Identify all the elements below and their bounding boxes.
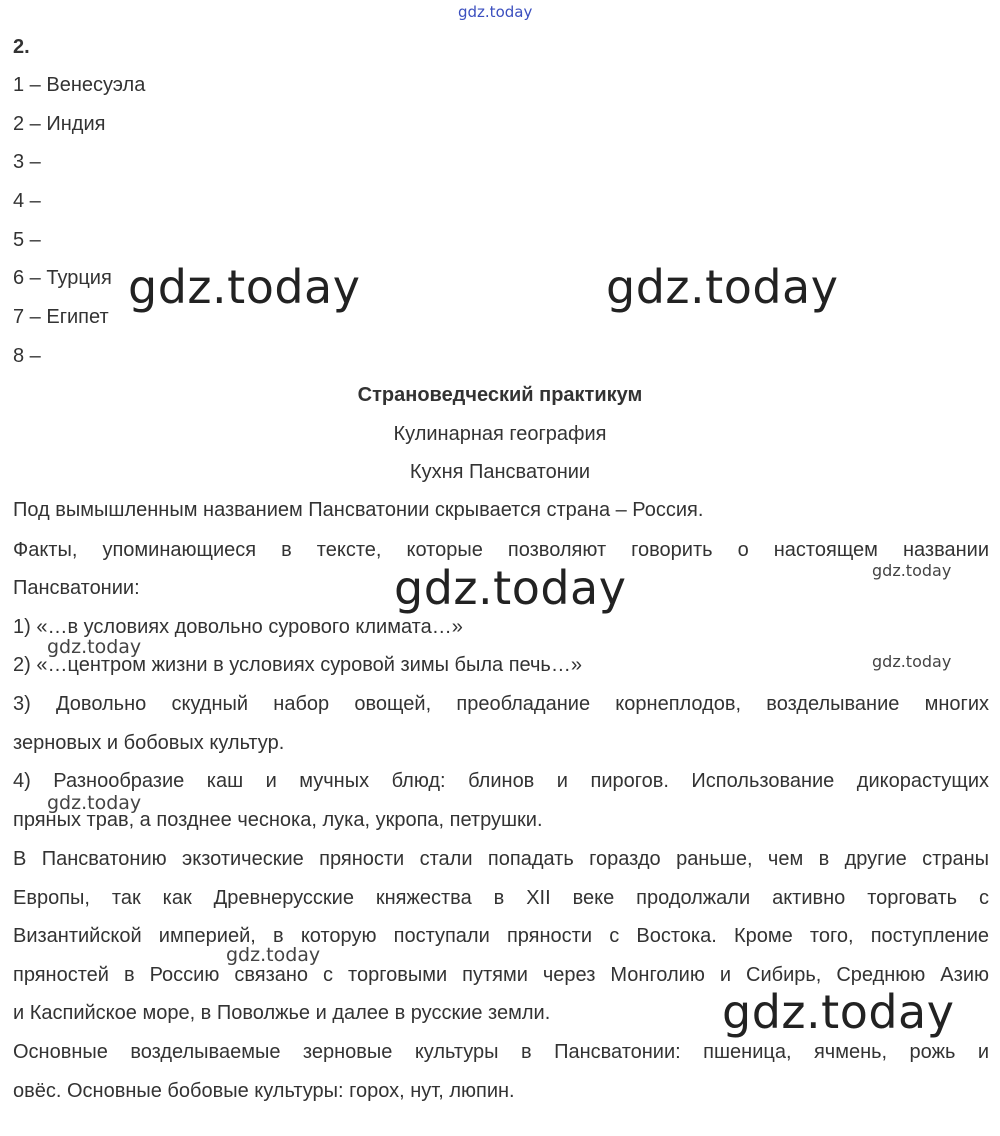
watermark: gdz.today <box>47 792 142 814</box>
watermark: gdz.today <box>394 561 627 615</box>
paragraph-line: овёс. Основные бобовые культуры: горох, нут, люпин. <box>13 1080 515 1102</box>
map-item: 4 – <box>13 190 41 212</box>
watermark: gdz.today <box>47 636 142 658</box>
paragraph-line: Под вымышленным названием Пансватонии скрывается страна – Россия. <box>13 499 704 521</box>
fact-item: 3) Довольно скудный набор овощей, преобладание корнеплодов, возделывание многих <box>13 693 989 715</box>
map-item: 5 – <box>13 229 41 251</box>
header-watermark: gdz.today <box>458 3 533 21</box>
subtitle-cuisine: Кухня Пансватонии <box>409 461 591 483</box>
paragraph-line: и Каспийское море, в Поволжье и далее в русские земли. <box>13 1002 551 1024</box>
map-item: 2 – Индия <box>13 113 106 135</box>
map-item: 1 – Венесуэла <box>13 74 146 96</box>
paragraph-line: Пансватонии: <box>13 577 140 599</box>
map-item: 3 – <box>13 151 41 173</box>
fact-item: 4) Разнообразие каш и мучных блюд: блинов и пирогов. Использование дикорастущих <box>13 770 989 792</box>
paragraph-line: Основные возделываемые зерновые культуры в Пансватонии: пшеница, ячмень, рожь и <box>13 1041 989 1063</box>
map-item: 7 – Египет <box>13 306 109 328</box>
map-item: 8 – <box>13 345 41 367</box>
paragraph-line: В Пансватонию экзотические пряности стали попадать гораздо раньше, чем в другие страны <box>13 848 989 870</box>
task-number: 2. <box>13 36 30 58</box>
paragraph-line: пряностей в Россию связано с торговыми путями через Монголию и Сибирь, Среднюю Азию <box>13 964 989 986</box>
fact-item: зерновых и бобовых культур. <box>13 732 285 754</box>
subtitle-culinary: Кулинарная география <box>393 423 607 445</box>
watermark: gdz.today <box>722 985 955 1039</box>
fact-item: 2) «…центром жизни в условиях суровой зимы была печь…» <box>13 654 582 676</box>
watermark: gdz.today <box>872 652 952 671</box>
paragraph-line: Европы, так как Древнерусские княжества в XII веке продолжали активно торговать с <box>13 887 989 909</box>
map-item: 6 – Турция <box>13 267 112 289</box>
watermark: gdz.today <box>128 260 361 314</box>
section-title: Страноведческий практикум <box>357 384 643 406</box>
paragraph-line: Факты, упоминающиеся в тексте, которые позволяют говорить о настоящем названии <box>13 539 989 561</box>
watermark: gdz.today <box>226 944 321 966</box>
watermark: gdz.today <box>606 260 839 314</box>
fact-item: пряных трав, а позднее чеснока, лука, укропа, петрушки. <box>13 809 543 831</box>
paragraph-line: Византийской империей, в которую поступали пряности с Востока. Кроме того, поступление <box>13 925 989 947</box>
watermark: gdz.today <box>872 561 952 580</box>
fact-item: 1) «…в условиях довольно сурового климата…» <box>13 616 463 638</box>
